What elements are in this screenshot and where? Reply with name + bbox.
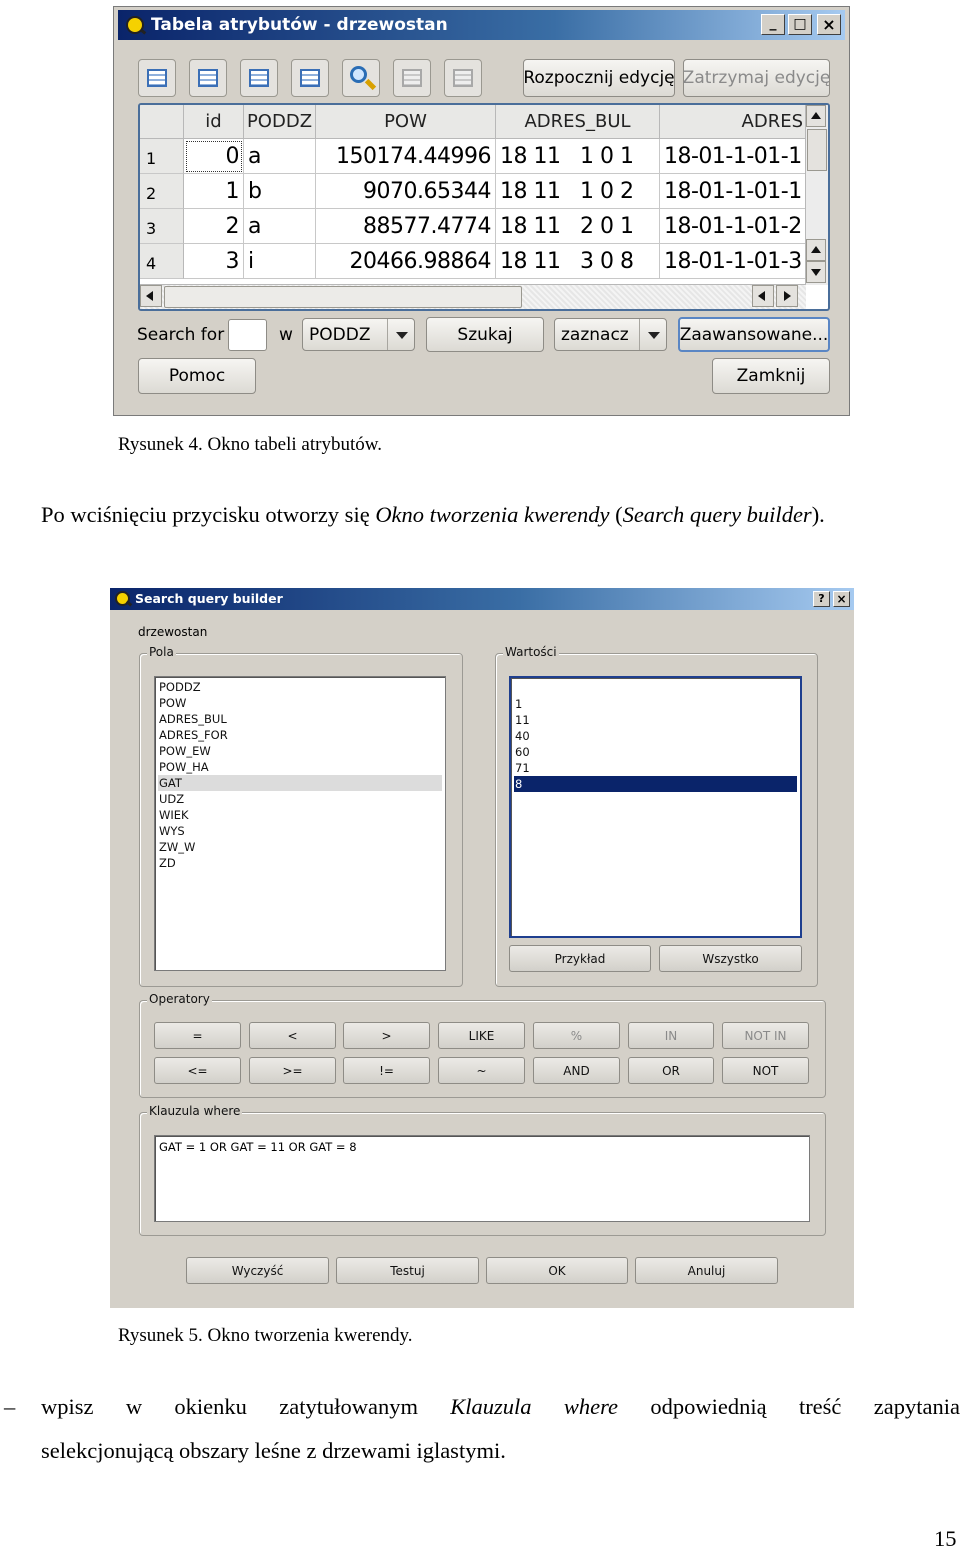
scroll-up-icon[interactable] xyxy=(806,105,826,127)
zoom-icon[interactable] xyxy=(342,59,380,97)
paragraph-1-text: Po wciśnięciu przycisku otworzy się xyxy=(41,502,376,527)
help-button[interactable]: Pomoc xyxy=(138,358,256,394)
scroll-thumb[interactable] xyxy=(164,286,522,308)
cell-pow[interactable]: 88577.4774 xyxy=(316,209,496,244)
column-header-adres-bul[interactable]: ADRES_BUL xyxy=(496,105,660,139)
all-button[interactable]: Wszystko xyxy=(659,945,802,972)
bullet-word: okienku xyxy=(174,1394,247,1419)
list-item[interactable]: UDZ xyxy=(159,792,185,806)
ok-button[interactable]: OK xyxy=(486,1257,628,1284)
column-header-poddz[interactable]: PODDZ xyxy=(244,105,316,139)
bullet-dash: – xyxy=(4,1394,16,1419)
search-for-label: Search for xyxy=(137,325,225,345)
figure-4-caption: Rysunek 4. Okno tabeli atrybutów. xyxy=(118,434,382,455)
list-item[interactable]: 40 xyxy=(515,729,530,743)
cell-id[interactable]: 2 xyxy=(184,209,244,244)
list-item[interactable]: PODDZ xyxy=(159,680,201,694)
where-clause-text: GAT = 1 OR GAT = 11 OR GAT = 8 xyxy=(159,1140,357,1154)
title-bar xyxy=(118,10,845,40)
corner-header xyxy=(140,105,184,139)
list-item[interactable]: POW xyxy=(159,696,187,710)
fields-list[interactable] xyxy=(154,676,446,971)
scroll-right-icon[interactable] xyxy=(776,285,798,307)
row-number[interactable]: 1 xyxy=(140,139,184,174)
clear-button[interactable]: Wyczyść xyxy=(186,1257,329,1284)
advanced-button[interactable]: Zaawansowane... xyxy=(678,317,830,352)
copy-icon[interactable] xyxy=(393,59,431,97)
list-item[interactable]: ADRES_BUL xyxy=(159,712,227,726)
table-icon[interactable] xyxy=(138,59,176,97)
qgis-logo-icon xyxy=(115,591,130,606)
column-header-id[interactable]: id xyxy=(184,105,244,139)
cell-id[interactable]: 0 xyxy=(184,139,244,174)
list-item[interactable]: ZW_W xyxy=(159,840,196,854)
list-item[interactable]: POW_EW xyxy=(159,744,211,758)
stop-editing-button[interactable]: Zatrzymaj edycję xyxy=(683,59,830,97)
cell-pow[interactable]: 20466.98864 xyxy=(316,244,496,279)
chevron-down-icon xyxy=(387,319,414,350)
cell-adres[interactable]: 18-01-1-01-3 xyxy=(660,244,806,279)
cell-poddz[interactable]: i xyxy=(244,244,316,279)
sample-button[interactable]: Przykład xyxy=(509,945,651,972)
help-icon[interactable]: ? xyxy=(813,591,830,607)
bullet-italic-word: where xyxy=(563,1394,619,1419)
scroll-left-icon[interactable] xyxy=(752,285,774,307)
cell-poddz[interactable]: a xyxy=(244,209,316,244)
test-button[interactable]: Testuj xyxy=(336,1257,479,1284)
page-number: 15 xyxy=(934,1526,957,1551)
paragraph-1-text: ). xyxy=(811,502,825,527)
operator-in-button[interactable]: IN xyxy=(628,1022,714,1049)
search-button[interactable]: Szukaj xyxy=(426,317,544,352)
paragraph-1-text: ( xyxy=(609,502,623,527)
cell-adres[interactable]: 18-01-1-01-1 xyxy=(660,174,806,209)
bullet-word: zapytania xyxy=(873,1394,960,1419)
operator-or-button[interactable]: OR xyxy=(628,1057,714,1084)
list-item-selected[interactable]: GAT xyxy=(158,775,442,791)
row-number[interactable]: 3 xyxy=(140,209,184,244)
window-title: Search query builder xyxy=(135,591,283,606)
scroll-down-icon[interactable] xyxy=(806,261,826,283)
bullet-word: w xyxy=(125,1394,143,1419)
bullet-line-2: selekcjonującą obszary leśne z drzewami iglastymi. xyxy=(41,1438,506,1463)
fields-label: Pola xyxy=(149,645,174,659)
operator-like-button[interactable]: LIKE xyxy=(438,1022,525,1049)
operator-equals-button[interactable]: = xyxy=(154,1022,241,1049)
field-combo-value: PODDZ xyxy=(309,325,371,345)
layer-name: drzewostan xyxy=(138,625,208,639)
table-select-icon[interactable] xyxy=(189,59,227,97)
figure-5-caption: Rysunek 5. Okno tworzenia kwerendy. xyxy=(118,1325,413,1346)
bullet-line-1 xyxy=(41,1394,960,1420)
cell-pow[interactable]: 9070.65344 xyxy=(316,174,496,209)
row-number[interactable]: 2 xyxy=(140,174,184,209)
list-item[interactable]: ZD xyxy=(159,856,176,870)
start-editing-button[interactable]: Rozpocznij edycję xyxy=(523,59,675,97)
bullet-italic-word: Klauzula xyxy=(450,1394,532,1419)
values-list[interactable] xyxy=(509,676,802,938)
cell-pow[interactable]: 150174.44996 xyxy=(316,139,496,174)
search-query-builder-window xyxy=(110,588,854,1308)
horizontal-scrollbar[interactable] xyxy=(140,284,806,309)
values-label: Wartości xyxy=(505,645,557,659)
field-combo[interactable] xyxy=(302,318,415,351)
column-header-adres[interactable]: ADRES xyxy=(660,105,806,139)
operators-label: Operatory xyxy=(149,992,210,1006)
w-label: w xyxy=(279,325,293,345)
operator-tilde-button[interactable]: ~ xyxy=(438,1057,525,1084)
maximize-button[interactable]: □ xyxy=(788,14,812,35)
scroll-up-icon[interactable] xyxy=(806,239,826,261)
operator-and-button[interactable]: AND xyxy=(533,1057,620,1084)
chevron-down-icon xyxy=(639,319,666,350)
row-number[interactable]: 4 xyxy=(140,244,184,279)
operator-percent-button[interactable]: % xyxy=(533,1022,620,1049)
cell-poddz[interactable]: b xyxy=(244,174,316,209)
attribute-table-window xyxy=(113,6,850,416)
scroll-left-icon[interactable] xyxy=(140,285,162,307)
cell-adres-bul[interactable]: 18 11 1 0 2 xyxy=(496,174,660,209)
minimize-button[interactable]: _ xyxy=(761,14,785,35)
operator-less-button[interactable]: < xyxy=(249,1022,336,1049)
search-input[interactable] xyxy=(228,319,267,351)
operator-not-button[interactable]: NOT xyxy=(722,1057,809,1084)
scroll-thumb[interactable] xyxy=(807,129,827,171)
table-map-icon[interactable] xyxy=(291,59,329,97)
cell-adres[interactable]: 18-01-1-01-2 xyxy=(660,209,806,244)
operator-not-in-button[interactable]: NOT IN xyxy=(722,1022,809,1049)
list-item[interactable]: 71 xyxy=(515,761,530,775)
cancel-button[interactable]: Anuluj xyxy=(635,1257,778,1284)
list-item[interactable]: 60 xyxy=(515,745,530,759)
cell-poddz[interactable]: a xyxy=(244,139,316,174)
attribute-grid[interactable] xyxy=(138,103,830,311)
operator-greater-button[interactable]: > xyxy=(343,1022,430,1049)
cell-adres-bul[interactable]: 18 11 2 0 1 xyxy=(496,209,660,244)
cell-id[interactable]: 3 xyxy=(184,244,244,279)
cell-adres[interactable]: 18-01-1-01-1 xyxy=(660,139,806,174)
close-icon[interactable]: × xyxy=(833,591,850,607)
list-item[interactable]: 11 xyxy=(515,713,530,727)
select-combo[interactable] xyxy=(554,318,667,351)
where-clause-input[interactable] xyxy=(154,1135,810,1222)
qgis-logo-icon xyxy=(126,16,144,34)
cell-adres-bul[interactable]: 18 11 3 0 8 xyxy=(496,244,660,279)
list-item[interactable]: 1 xyxy=(515,697,523,711)
list-item[interactable]: WIEK xyxy=(159,808,189,822)
paragraph-1 xyxy=(41,502,825,528)
bullet-word: wpisz xyxy=(41,1394,94,1419)
list-item[interactable]: ADRES_FOR xyxy=(159,728,228,742)
operator-not-equal-button[interactable]: != xyxy=(343,1057,430,1084)
operator-greater-equal-button[interactable]: >= xyxy=(249,1057,336,1084)
bullet-word: odpowiednią xyxy=(650,1394,767,1419)
cell-id[interactable]: 1 xyxy=(184,174,244,209)
title-bar xyxy=(110,588,854,610)
list-item[interactable]: POW_HA xyxy=(159,760,209,774)
list-item-selected[interactable]: 8 xyxy=(514,776,797,792)
window-title: Tabela atrybutów - drzewostan xyxy=(151,15,448,35)
paragraph-1-italic: Okno tworzenia kwerendy xyxy=(375,502,610,527)
where-clause-label: Klauzula where xyxy=(149,1104,241,1118)
bullet-word: treść xyxy=(798,1394,842,1419)
select-combo-value: zaznacz xyxy=(561,325,629,345)
operator-less-equal-button[interactable]: <= xyxy=(154,1057,241,1084)
table-invert-icon[interactable] xyxy=(240,59,278,97)
cell-adres-bul[interactable]: 18 11 1 0 1 xyxy=(496,139,660,174)
list-item[interactable]: WYS xyxy=(159,824,185,838)
delete-icon[interactable] xyxy=(444,59,482,97)
vertical-scrollbar[interactable] xyxy=(805,105,828,285)
column-header-pow[interactable]: POW xyxy=(316,105,496,139)
bullet-word: zatytułowanym xyxy=(279,1394,418,1419)
close-window-button[interactable]: × xyxy=(817,14,841,35)
close-button[interactable]: Zamknij xyxy=(712,358,830,394)
paragraph-1-italic: Search query builder xyxy=(622,502,812,527)
